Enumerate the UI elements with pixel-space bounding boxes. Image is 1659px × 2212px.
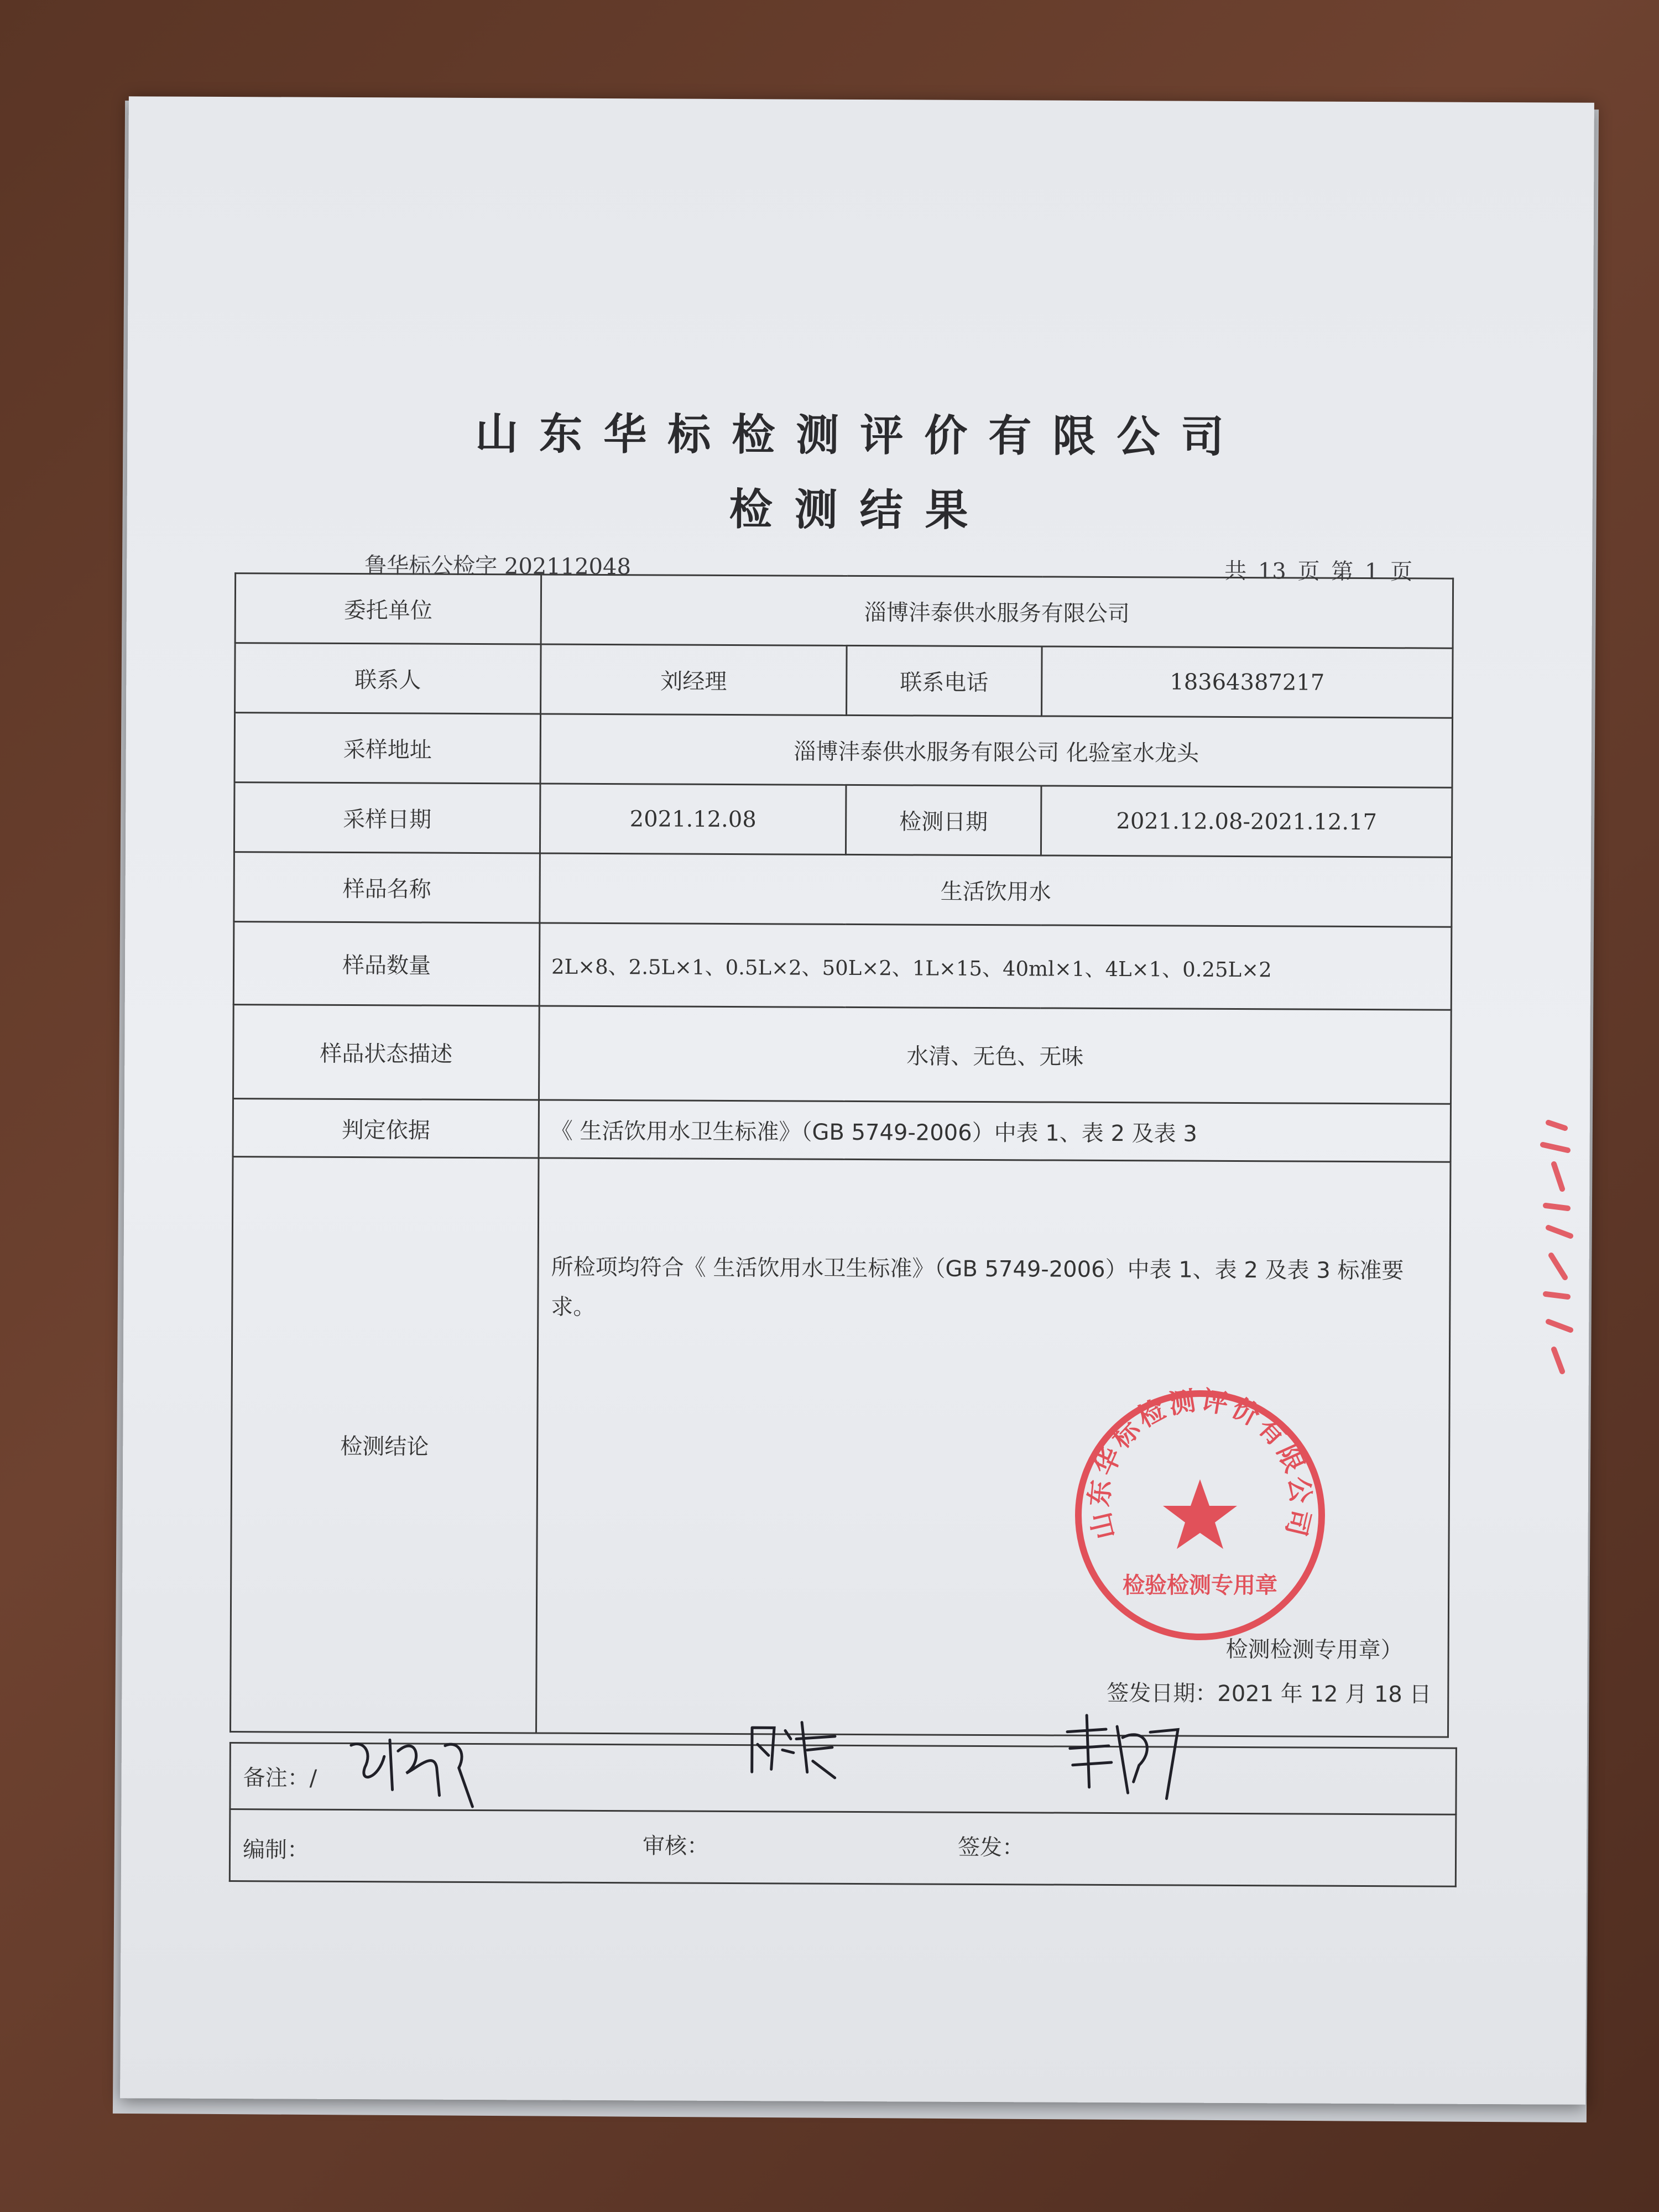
reviewed-label: 审核： [643,1833,709,1859]
row-signatures [229,1809,1456,1887]
sample-name-label: 样品名称 [234,852,540,923]
row-basis [233,1099,1451,1162]
client-value: 淄博沣泰供水服务有限公司 [541,575,1453,648]
sample-qty-label: 样品数量 [233,922,540,1006]
sampling-address-label: 采样地址 [234,713,541,784]
row-remarks [230,1743,1457,1815]
row-sample-qty [233,922,1452,1010]
row-conclusion [231,1157,1451,1738]
contact-value: 刘经理 [541,644,847,715]
row-dates [234,782,1452,858]
phone-value: 18364387217 [1042,646,1453,718]
signature-cell [229,1809,1456,1887]
conclusion-label: 检测结论 [231,1157,539,1733]
sample-state-value: 水清、无色、无味 [539,1006,1451,1104]
sample-qty-value: 2L×8、2.5L×1、0.5L×2、50L×2、1L×15、40ml×1、4L×1、0.25L×2 [539,923,1452,1010]
report-title: 检测结果 [729,484,990,536]
sample-name-value: 生活饮用水 [540,853,1452,927]
row-sample-name [234,852,1452,927]
issue-date: 签发日期：2021 年 12 月 18 日 [1107,1680,1432,1708]
issued-label: 签发： [958,1834,1025,1861]
test-date-value: 2021.12.08-2021.12.17 [1041,786,1452,857]
company-title: 山东华标检测评价有限公司 [475,409,1245,463]
client-label: 委托单位 [235,573,541,644]
row-address [234,713,1453,788]
sample-state-label: 样品状态描述 [233,1005,540,1100]
remarks: 备注：/ [230,1743,1457,1815]
result-table [229,572,1454,1738]
row-sample-state [233,1005,1452,1104]
conclusion-text: 所检项均符合《 生活饮用水卫生标准》（GB 5749-2006）中表 1、表 2 及表 3 标准要求。 [551,1254,1404,1320]
sampling-date-label: 采样日期 [234,782,540,853]
sampling-address-value: 淄博沣泰供水服务有限公司 化验室水龙头 [540,714,1453,787]
row-contact [235,643,1453,718]
basis-label: 判定依据 [233,1099,539,1158]
conclusion-cell [536,1158,1451,1737]
contact-label: 联系人 [235,643,541,714]
page-info: 共 13 页 第 1 页 [1224,558,1413,585]
phone-label: 联系电话 [847,645,1042,716]
report-page [120,96,1594,2105]
sampling-date-value: 2021.12.08 [540,784,846,854]
test-date-label: 检测日期 [846,785,1041,855]
row-client [235,573,1453,649]
basis-value: 《 生活饮用水卫生标准》（GB 5749-2006）中表 1、表 2 及表 3 [539,1100,1451,1162]
svg-text:山东华标检测评价有限公司: 山东华标检测评价有限公司 [1083,1385,1317,1542]
seal-caption: 检测检测专用章） [1225,1636,1403,1663]
svg-text:检验检测专用章: 检验检测专用章 [1123,1573,1277,1598]
report-number: 鲁华标公检字 202112048 [364,553,632,580]
footer-table [229,1742,1457,1887]
prepared-label: 编制： [242,1837,310,1863]
